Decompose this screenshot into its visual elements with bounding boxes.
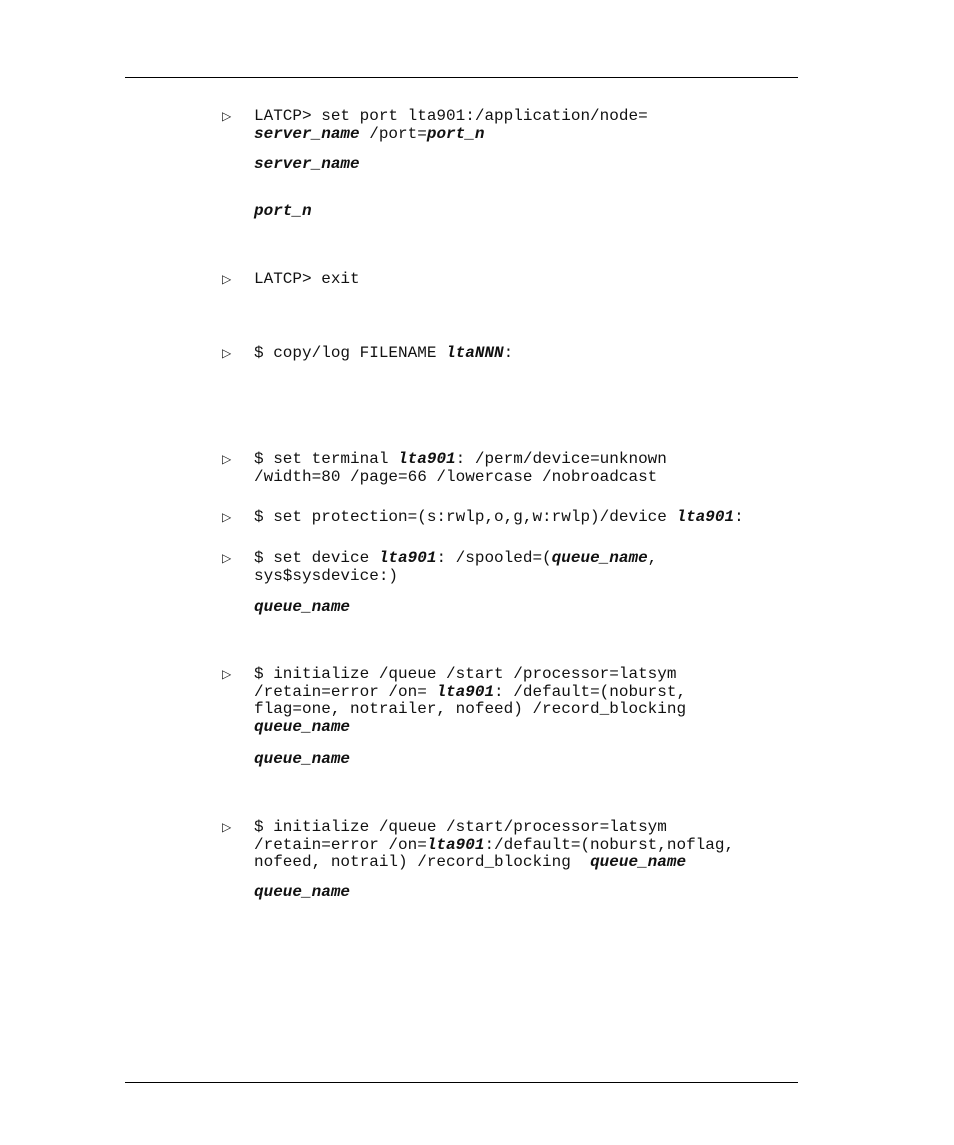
command-text [254, 271, 360, 289]
step-arrow-icon: ▷ [222, 510, 232, 524]
variable-token: lta901 [676, 508, 735, 526]
step-arrow-icon: ▷ [222, 272, 232, 286]
command-text [254, 666, 686, 736]
command-line [254, 837, 734, 855]
command-line [254, 271, 360, 289]
literal-token: LATCP> exit [254, 270, 360, 288]
variable-token: queue_name [254, 717, 351, 736]
top-rule [125, 77, 798, 78]
command-line [254, 819, 734, 837]
literal-token: /port= [359, 124, 427, 143]
variable-token: lta901 [436, 682, 495, 701]
variable-token: queue_name [590, 853, 687, 871]
command-line [254, 469, 667, 487]
literal-token: $ set terminal [254, 450, 399, 468]
command-text [254, 345, 513, 363]
variable-token: lta901 [426, 835, 485, 854]
command-line [254, 550, 657, 568]
command-line [254, 345, 513, 363]
parameter-label: queue_name [254, 750, 351, 768]
variable-token: ltaNNN [446, 344, 504, 362]
parameter-label: server_name [254, 155, 360, 173]
command-line [254, 666, 686, 684]
literal-token: :/default=(noburst,noflag, [484, 835, 735, 854]
literal-token: nofeed, notrail) /record_blocking [254, 853, 591, 871]
literal-token: flag=one, notrailer, nofeed) /record_blocking [254, 700, 687, 718]
literal-token: /retain=error /on= [254, 835, 427, 854]
parameter-label: queue_name [254, 598, 351, 616]
literal-token: LATCP> set port lta901:/application/node= [254, 107, 648, 125]
step-arrow-icon: ▷ [222, 667, 232, 681]
literal-token: sys$sysdevice:) [254, 566, 399, 585]
literal-token: : /default=(noburst, [494, 682, 687, 701]
command-line [254, 568, 657, 586]
literal-token: : [734, 508, 744, 526]
variable-token: lta901 [378, 549, 437, 567]
command-line [254, 108, 648, 126]
step-arrow-icon: ▷ [222, 551, 232, 565]
command-text [254, 550, 657, 585]
variable-token: lta901 [398, 450, 456, 468]
command-text [254, 108, 648, 143]
step-arrow-icon: ▷ [222, 109, 232, 123]
command-line [254, 509, 744, 527]
command-line [254, 854, 734, 872]
command-text [254, 819, 734, 872]
variable-token: server_name [254, 124, 360, 143]
literal-token: $ set protection=(s:rwlp,o,g,w:rwlp)/device [254, 508, 677, 526]
command-line [254, 701, 686, 719]
variable-token: queue_name [551, 549, 648, 567]
command-line [254, 126, 648, 144]
command-line [254, 719, 686, 737]
step-arrow-icon: ▷ [222, 346, 232, 360]
parameter-label: port_n [254, 202, 312, 220]
literal-token: : [503, 344, 514, 362]
literal-token: $ initialize /queue /start /processor=latsym [254, 665, 677, 683]
literal-token: $ initialize /queue /start/processor=latsym [254, 818, 667, 836]
step-arrow-icon: ▷ [222, 452, 232, 466]
literal-token: $ copy/log FILENAME [254, 344, 447, 362]
variable-token: port_n [426, 124, 485, 143]
literal-token: $ set device [254, 549, 379, 567]
command-text [254, 509, 744, 527]
command-text [254, 451, 667, 486]
bottom-rule [125, 1082, 798, 1083]
literal-token: : /perm/device=unknown [455, 450, 667, 468]
literal-token: , [647, 549, 658, 567]
step-arrow-icon: ▷ [222, 820, 232, 834]
command-line [254, 451, 667, 469]
command-line [254, 684, 686, 702]
literal-token: : /spooled=( [436, 549, 552, 567]
parameter-label: queue_name [254, 883, 351, 901]
literal-token: /retain=error /on= [254, 682, 437, 701]
literal-token: /width=80 /page=66 /lowercase /nobroadcast [254, 467, 658, 486]
